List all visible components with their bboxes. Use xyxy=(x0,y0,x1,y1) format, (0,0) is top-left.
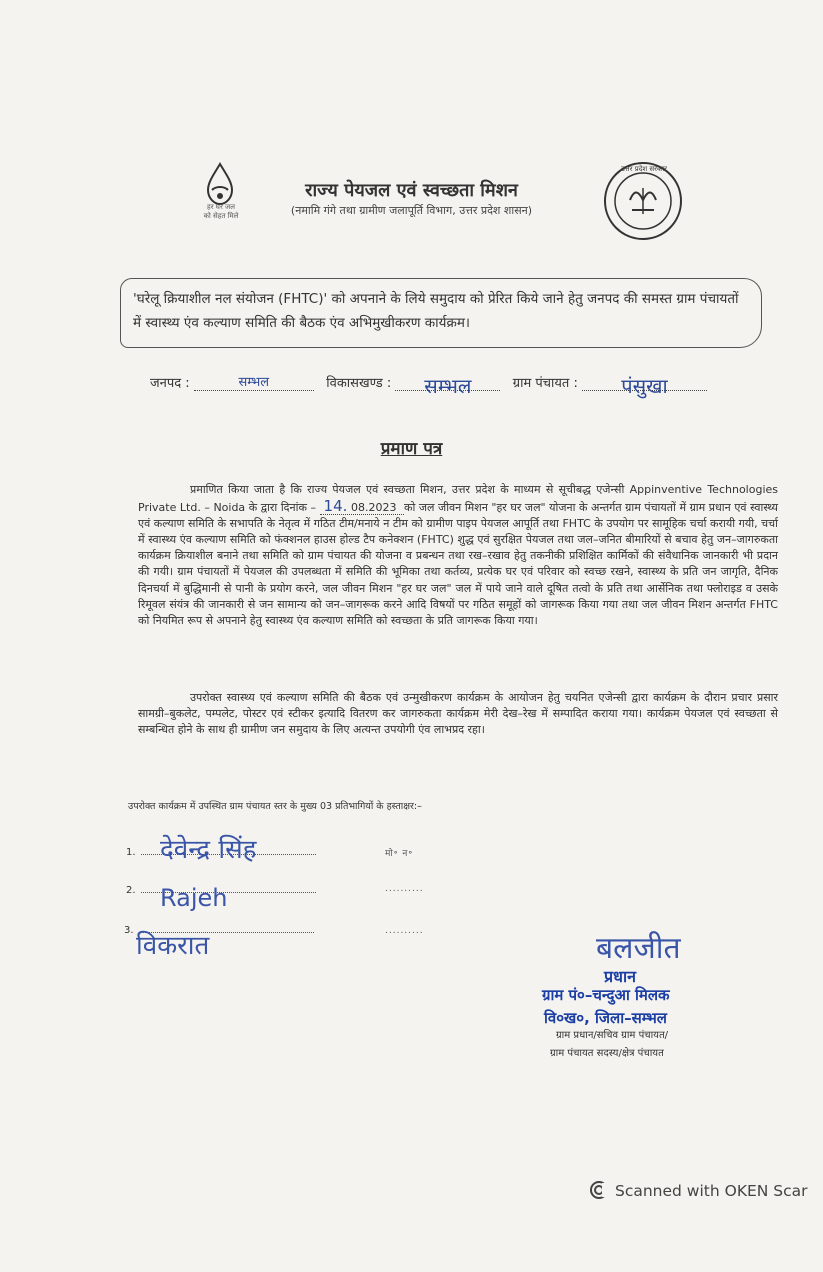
program-banner: 'घरेलू क्रियाशील नल संयोजन (FHTC)' को अपनाने के लिये समुदाय को प्रेरित किये जाने हेतु जनपद की समस्त ग्राम पंचायतों में स्वास्थ्य एंव कल्याण समिति की बैठक एंव अभिमुखीकरण कार्यक्रम। xyxy=(120,278,762,348)
sig-number-3: 3. xyxy=(124,925,134,936)
janpad-value: सम्भल xyxy=(238,375,270,390)
vikaskhand-field xyxy=(395,372,500,398)
stamp-gram-panchayat: ग्राम पं०–चन्दुआ मिलक xyxy=(542,986,670,1004)
vikaskhand-label: विकासखण्ड : xyxy=(326,376,392,391)
scanner-text: Scanned with OKEN Scar xyxy=(615,1182,808,1200)
logo-tagline: हर घर जल को सेहत मिले xyxy=(203,203,239,220)
scanner-watermark xyxy=(589,1180,808,1200)
certificate-paragraph-2: उपरोक्त स्वास्थ्य एवं कल्याण समिति की बैठक एवं उन्मुखीकरण कार्यक्रम के आयोजन हेतु चयनित एजेन्सी द्वारा कार्यक्रम के दौरान प्रचार प्रसार सामग्री–बुकलेट, पम्पलेट, पोस्टर एवं स्टीकर इत्यादि वितरण कर जागरुकता कार्यक्रम मेरी देख–रेख में सम्पादित कराया गया। कार्यक्रम पेयजल एवं स्वच्छता से सम्बन्धित होने के साथ ही ग्रामीण जन समुदाय के लिए अत्यन्त उपयोगी एंव लाभप्रद रहा। xyxy=(138,691,778,737)
mobile-mark-2: .......... xyxy=(385,884,424,894)
vikaskhand-value: सम्भल xyxy=(424,374,472,398)
gram-panchayat-value: पंसुखा xyxy=(621,374,668,398)
sig-number-1: 1. xyxy=(126,847,136,858)
gram-panchayat-field xyxy=(582,372,707,398)
pradhan-label-1: ग्राम प्रधान/सचिव ग्राम पंचायत/ xyxy=(556,1030,669,1041)
signatures-intro: उपरोक्त कार्यक्रम में उपस्थित ग्राम पंचायत स्तर के मुख्य 03 प्रतिभागियों के हस्ताक्षर:– xyxy=(128,801,422,812)
pradhan-signature: बलजीत xyxy=(596,931,681,966)
para1-part-b: को जल जीवन मिशन "हर घर जल" योजना के अन्तर्गत ग्राम पंचायतों में ग्राम प्रधान एवं स्वास्थ्य एवं कल्याण समिति के सभापति के नेतृत्व में गठित टीम/मनाये न टीम को ग्रामीण पाइप पेयजल आपूर्ति तथा FHTC के उपयोग पर सामूहिक चर्चा करायी गयी, चर्चा में स्वास्थ्य एंव कल्याण समिति को फंक्शनल हाउस होल्ड टैप कनेक्शन (FHTC) शुद्ध एवं सुरक्षित पेयजल तथा जल–जनित बीमारियों से बचाव हेतु जन–जागरुकता कार्यक्रम क्रियाशील बनाने तथा समिति को ग्राम पंचायत की योजना व प्रबन्धन तथा रख–रखाव हेतु तकनीकी प्रशिक्षित कार्मिकों की संवैधानिक जानकारी भी प्रदान की गयी। ग्राम पंचायतों में पेयजल की उपलब्धता में समिति की भूमिका तथा कर्तव्य, प्रत्येक घर एवं परिवार को स्वच्छ रखने, स्वास्थ्य के प्रति जन जागृति, दैनिक दिनचर्या में बुद्धिमानी से पानी के प्रयोग करने, जल जीवन मिशन "हर घर जल" जल में पाये जाने वाले दूषित तत्वो के प्रति तथा आर्सेनिक तथा फ्लोराइड व उसके रिमूवल संयंत्र की जानकारी से जन सामान्य को जन–जागरूक करने आदि विषयों पर गठित समूहों को जागरूक किया गया तथा जल जीवन मिशन अन्तर्गत FHTC को नियमित रूप से अपनाने हेतु स्वास्थ्य एंव कल्याण समिति को स्वच्छता के प्रति जागरूक किया गया। xyxy=(138,501,779,627)
signature-2: Rajeh xyxy=(160,884,228,912)
para1-part-a: प्रमाणित किया जाता है कि राज्य पेयजल एवं स्वच्छता मिशन, उत्तर प्रदेश के माध्यम से सूचीबद्ध एजेन्सी Appinventive Technologies Private Ltd. – Noida के द्वारा दिनांक – xyxy=(138,483,778,515)
certificate-title: प्रमाण पत्र xyxy=(380,439,443,459)
mobile-mark-1: मो॰ न॰ xyxy=(385,849,414,859)
certificate-date xyxy=(320,497,404,516)
stamp-pradhan: प्रधान xyxy=(604,967,636,986)
janpad-label: जनपद : xyxy=(150,376,190,391)
date-day: 14. xyxy=(323,497,348,516)
mobile-mark-3: .......... xyxy=(385,926,424,936)
meta-row xyxy=(150,372,707,398)
stamp-district: वि०ख०, जिला–सम्भल xyxy=(544,1009,667,1027)
signature-1: देवेन्द्र सिंह xyxy=(160,835,257,865)
scanner-logo-icon xyxy=(589,1180,609,1200)
pradhan-label-2: ग्राम पंचायत सदस्य/क्षेत्र पंचायत xyxy=(550,1048,664,1059)
gram-panchayat-label: ग्राम पंचायत : xyxy=(512,376,578,391)
seal-text: उत्तर प्रदेश सरकार xyxy=(620,165,668,173)
mission-subtitle: (नमामि गंगे तथा ग्रामीण जलापूर्ति विभाग, उत्तर प्रदेश शासन) xyxy=(290,204,533,217)
signature-3: विकरात xyxy=(136,931,210,961)
certificate-paragraph-1 xyxy=(138,482,778,629)
date-rest: 08.2023 xyxy=(350,501,397,515)
janpad-field xyxy=(194,372,314,391)
sig-number-2: 2. xyxy=(126,885,136,896)
mission-title: राज्य पेयजल एवं स्वच्छता मिशन xyxy=(305,180,518,201)
